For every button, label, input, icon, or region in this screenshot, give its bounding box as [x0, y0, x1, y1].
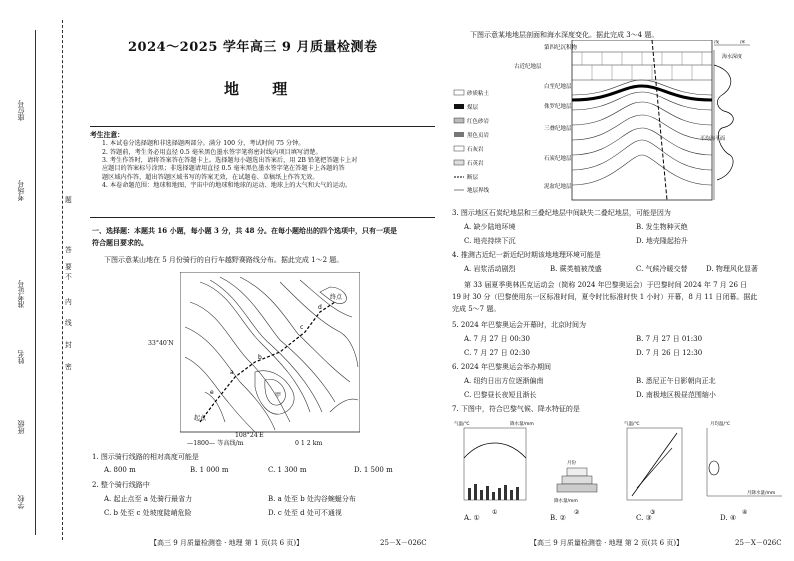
intro-3-line: 19 时 30 分（巴黎使用东一区标准时间，夏令时比标准时快 1 小时）开幕，8 月 11 日闭幕。据此 — [452, 293, 758, 301]
q1-option-c[interactable]: C. 1 300 m — [268, 466, 307, 474]
map-latitude: 33°40′N — [148, 340, 174, 347]
map-label-a: a — [230, 369, 234, 376]
question-1: 1. 图示骑行线路的相对高度可能是 — [92, 453, 199, 461]
chart-number-3: ③ — [650, 509, 656, 516]
notice-item: 1. 本试卷分选择题和非选择题两部分。满分 100 分，考试时间 75 分钟。 — [102, 140, 305, 148]
q5-option-c[interactable]: C. 7 月 27 日 02:30 — [464, 349, 530, 357]
chart-label: 降水量/mm — [554, 499, 578, 504]
q2-option-d[interactable]: D. c 处至 d 处可不通视 — [268, 509, 342, 517]
chart-label: 气温/℃ — [624, 422, 640, 427]
seal-char: 内 — [65, 298, 72, 306]
strata-label: 泥盆纪地层 — [544, 184, 572, 190]
chart-label: 降水量/mm — [510, 422, 534, 427]
strata-label: 侏罗纪地层 — [544, 104, 572, 110]
q3-option-c[interactable]: C. 地壳持续下沉 — [464, 237, 516, 245]
seal-line — [62, 20, 63, 540]
notice-box — [90, 126, 435, 218]
q7-option-d[interactable]: D. ④ — [720, 514, 737, 522]
climate-chart-3 — [624, 420, 682, 516]
notice-item: 应题目的答案标号涂黑；非选择题请用直径 0.5 毫米黑色墨水签字笔在答题卡上各题的答 — [102, 165, 345, 173]
legend-item: 地层界线 — [467, 188, 490, 194]
notice-item: 题区域内作答，超出答题区域书写的答案无效，在试题卷、草稿纸上作答无效。 — [102, 173, 319, 181]
q4-option-d[interactable]: D. 物理风化显著 — [706, 265, 758, 273]
q3-option-d[interactable]: D. 地壳隆起抬升 — [636, 237, 688, 245]
map-longitude: 108°24′E — [235, 432, 264, 439]
seal-char: 题 — [65, 196, 72, 204]
climate-charts — [452, 418, 790, 520]
seal-char: 答 — [65, 246, 72, 254]
map-label-e: e — [210, 389, 214, 396]
binding-line — [35, 30, 36, 535]
map-label-end: 终点 — [330, 294, 343, 301]
q5-option-d[interactable]: D. 7 月 26 日 12:30 — [636, 349, 703, 357]
map-scale: 0 1 2 km — [295, 440, 323, 447]
chart-label: 气温/℃ — [454, 422, 470, 427]
strata-diagram — [452, 40, 752, 205]
q7-option-b[interactable]: B. ② — [550, 514, 566, 522]
seal-char: 密 — [65, 363, 72, 371]
q4-option-c[interactable]: C. 气候冷暖交替 — [636, 265, 688, 273]
strata-label: 石炭纪地层 — [544, 156, 572, 162]
q6-option-b[interactable]: B. 悉尼正午日影朝向正北 — [636, 377, 716, 385]
q4-option-b[interactable]: B. 蕨类植被茂盛 — [550, 265, 602, 273]
map-legend: —1800— 等高线/m — [187, 440, 244, 447]
contour-map — [180, 272, 360, 437]
q1-option-a[interactable]: A. 800 m — [104, 466, 136, 474]
side-label-room: 考场号 — [17, 180, 25, 201]
map-label-start: 起点 — [194, 415, 207, 422]
q6-option-c[interactable]: C. 巴黎昼长夜短且渐长 — [464, 391, 537, 399]
q6-option-a[interactable]: A. 纽约日出方位逐渐偏南 — [464, 377, 544, 385]
page-footer-1: 【高三 9 月质量检测卷 · 地理 第 1 页(共 6 页)】 — [150, 539, 304, 547]
strata-label: 古近纪地层 — [514, 64, 542, 70]
subject-title: 地 理 — [224, 80, 302, 98]
intro-3-line: 完成 5～7 题。 — [452, 305, 501, 313]
strata-label: 白垩纪地层 — [544, 84, 572, 90]
side-label-name: 姓名 — [17, 350, 25, 364]
side-label-seat: 座位号 — [17, 100, 25, 121]
q2-option-c[interactable]: C. b 处至 c 处坡度陡峭危险 — [104, 509, 192, 517]
q5-option-a[interactable]: A. 7 月 27 日 00:30 — [464, 335, 530, 343]
climate-chart-4 — [707, 420, 782, 516]
page-code-2: 25－X－026C — [735, 539, 782, 547]
seal-char: 线 — [65, 319, 72, 327]
q1-option-b[interactable]: B. 1 000 m — [190, 466, 229, 474]
strata-label: 三叠纪地层 — [544, 126, 572, 132]
seal-char: 要 — [65, 263, 72, 271]
chart-number-2: ② — [574, 509, 580, 516]
strata-label: 第四纪沉积物 — [544, 45, 578, 51]
depth-deep: 深 — [740, 40, 746, 45]
question-intro-2: 下图示意某地地层剖面和海水深度变化。据此完成 3～4 题。 — [470, 31, 659, 39]
chart-label: 月降水量/mm — [747, 491, 776, 496]
q3-option-b[interactable]: B. 发生物种灭绝 — [636, 223, 688, 231]
q7-option-a[interactable]: A. ① — [464, 514, 480, 522]
notice-item: 3. 考生作答时，请将答案答在答题卡上。选择题每小题选出答案后，用 2B 铅笔把答题卡上对 — [102, 156, 358, 164]
map-label-jia: 甲 — [275, 392, 282, 399]
side-label-class: 班级 — [17, 420, 25, 434]
q5-option-b[interactable]: B. 7 月 27 日 01:30 — [636, 335, 703, 343]
climate-chart-2 — [554, 459, 597, 516]
side-label-admission: 准考证号 — [17, 280, 25, 308]
chart-number-1: ① — [492, 509, 498, 516]
page-footer-2: 【高三 9 月质量检测卷 · 地理 第 2 页(共 6 页)】 — [530, 539, 684, 547]
legend-item: 石灰岩 — [467, 147, 484, 153]
q1-option-d[interactable]: D. 1 500 m — [354, 466, 393, 474]
notice-item: 4. 本卷命题范围：地球和地图、宇宙中的地球和地球的运动、地球上的大气和大气的运动。 — [102, 181, 352, 189]
legend-item: 红色砂岩 — [467, 119, 490, 125]
q4-option-a[interactable]: A. 岩浆活动剧烈 — [464, 265, 516, 273]
legend-item: 砂质粘土 — [467, 91, 490, 97]
seal-char: 封 — [65, 341, 72, 349]
section-heading: 一、选择题：本题共 16 小题，每小题 3 分，共 48 分。在每小题给出的四个选项中，只有一项是 — [92, 226, 397, 235]
notice-item: 2. 答题前，考生务必用直径 0.5 毫米黑色墨水签字笔将密封线内项目填写清楚。 — [102, 148, 322, 156]
q2-option-b[interactable]: B. a 处至 b 处沟谷蜿蜒分布 — [268, 495, 356, 503]
intro-3-line: 第 33 届夏季奥林匹克运动会（简称 2024 年巴黎奥运会）于巴黎时间 2024 年 7 月 26 日 — [464, 281, 748, 289]
q6-option-d[interactable]: D. 南极地区极昼范围缩小 — [636, 391, 716, 399]
q3-option-a[interactable]: A. 缺少陆地环境 — [464, 223, 516, 231]
question-5: 5. 2024 年巴黎奥运会开幕时，北京时间为 — [452, 321, 586, 329]
notice-title: 考生注意： — [90, 131, 124, 139]
map-label-c: c — [300, 324, 304, 331]
page-code-1: 25－X－026C — [380, 539, 427, 547]
question-intro: 下图示意某山地在 5 月份骑行的自行车越野赛路线分布。据此完成 1～2 题。 — [104, 256, 344, 264]
seal-char: 不 — [65, 273, 72, 281]
q7-option-c[interactable]: C. ③ — [636, 514, 652, 522]
mean-sea-level: 平均海平面 — [700, 136, 726, 142]
side-label-school: 学校 — [17, 495, 25, 509]
question-4: 4. 推测古近纪一新近纪时期该地地理环境可能是 — [452, 251, 601, 259]
legend-item: 煤层 — [467, 105, 479, 111]
chart-label: 月份 — [567, 461, 576, 466]
q2-option-a[interactable]: A. 起止点至 a 处骑行最省力 — [104, 495, 193, 503]
legend-item: 断层 — [467, 175, 479, 181]
question-3: 3. 图示地区石炭纪地层和三叠纪地层中间缺失二叠纪地层，可能是因为 — [452, 209, 671, 217]
climate-chart-1 — [454, 420, 534, 516]
exam-title: 2024～2025 学年高三 9 月质量检测卷 — [128, 40, 378, 55]
depth-title: 海水深度 — [722, 54, 743, 60]
question-2: 2. 整个骑行线路中 — [92, 481, 150, 489]
legend-item: 黑色页岩 — [467, 133, 490, 139]
depth-shallow: 浅 — [714, 40, 720, 45]
map-label-b: b — [258, 354, 262, 361]
question-6: 6. 2024 年巴黎奥运会举办期间 — [452, 363, 551, 371]
chart-number-4: ④ — [742, 509, 748, 516]
chart-label: 月均温/℃ — [710, 422, 731, 427]
section-heading-cont: 符合题目要求的。 — [92, 238, 148, 247]
map-label-d: d — [318, 304, 322, 311]
question-7: 7. 下图中，符合巴黎气候、降水特征的是 — [452, 405, 580, 413]
legend-item: 石英岩 — [467, 161, 484, 167]
